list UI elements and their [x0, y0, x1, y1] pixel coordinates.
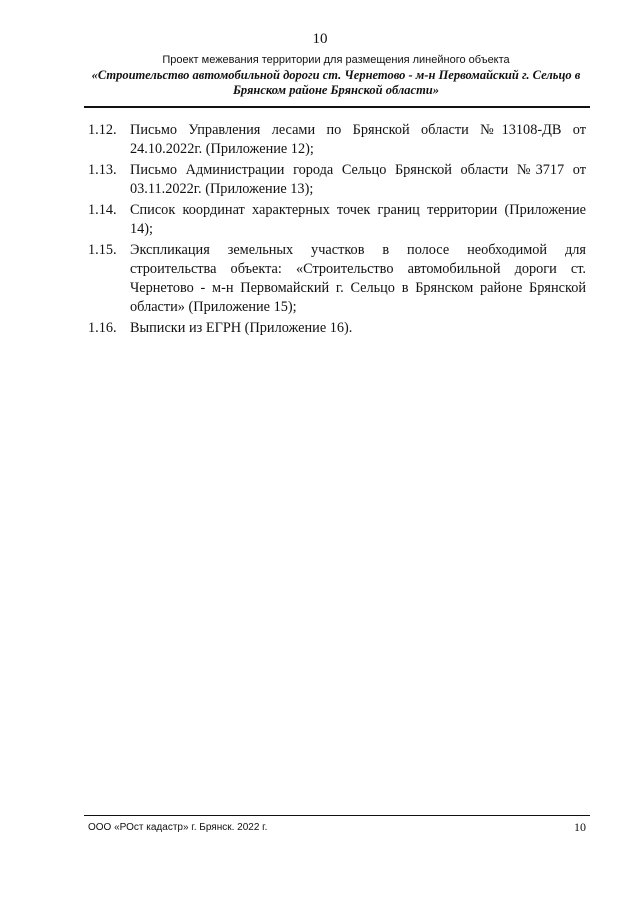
list-item-text: Письмо Управления лесами по Брянской области №13108-ДВ от 24.10.2022г. (Приложение 12);: [130, 122, 586, 157]
footer-page-number: 10: [574, 820, 586, 834]
footer-divider: [84, 815, 590, 816]
list-item: [88, 241, 586, 317]
header-object-name-line1: «Строительство автомобильной дороги ст. Чернетово - м-н Первомайский г. Сельцо в: [91, 68, 581, 82]
list-item-text: Письмо Администрации города Сельцо Брянской области №3717 от 03.11.2022г. (Приложение 13);: [130, 162, 586, 197]
page-number-top: 10: [312, 31, 328, 47]
list-item-number: 1.12.: [88, 122, 117, 138]
footer-company: ООО «РОст кадастр» г. Брянск. 2022 г.: [88, 822, 268, 833]
list-item-text: Выписки из ЕГРН (Приложение 16).: [130, 320, 353, 336]
list-item: [88, 161, 586, 199]
list-item-text: Список координат характерных точек границ территории (Приложение 14);: [130, 202, 586, 237]
document-header: [84, 53, 588, 98]
list-item: [88, 121, 586, 159]
list-item-number: 1.15.: [88, 242, 117, 258]
list-item-number: 1.16.: [88, 320, 117, 336]
list-item-text: Экспликация земельных участков в полосе необходимой для строительства объекта: «Строительство автомобильной дороги ст. Чернетово - м-н Первомайский г. Сельцо в Брянском районе Брянской области» (Приложение 15);: [130, 242, 586, 315]
document-list: [88, 121, 586, 340]
list-item-number: 1.14.: [88, 202, 117, 218]
list-item: [88, 319, 586, 338]
list-item-number: 1.13.: [88, 162, 117, 178]
list-item: [88, 201, 586, 239]
header-object-name-line2: Брянском районе Брянской области»: [232, 83, 440, 97]
header-project-title: Проект межевания территории для размещения линейного объекта: [162, 54, 510, 66]
header-divider: [84, 106, 590, 108]
